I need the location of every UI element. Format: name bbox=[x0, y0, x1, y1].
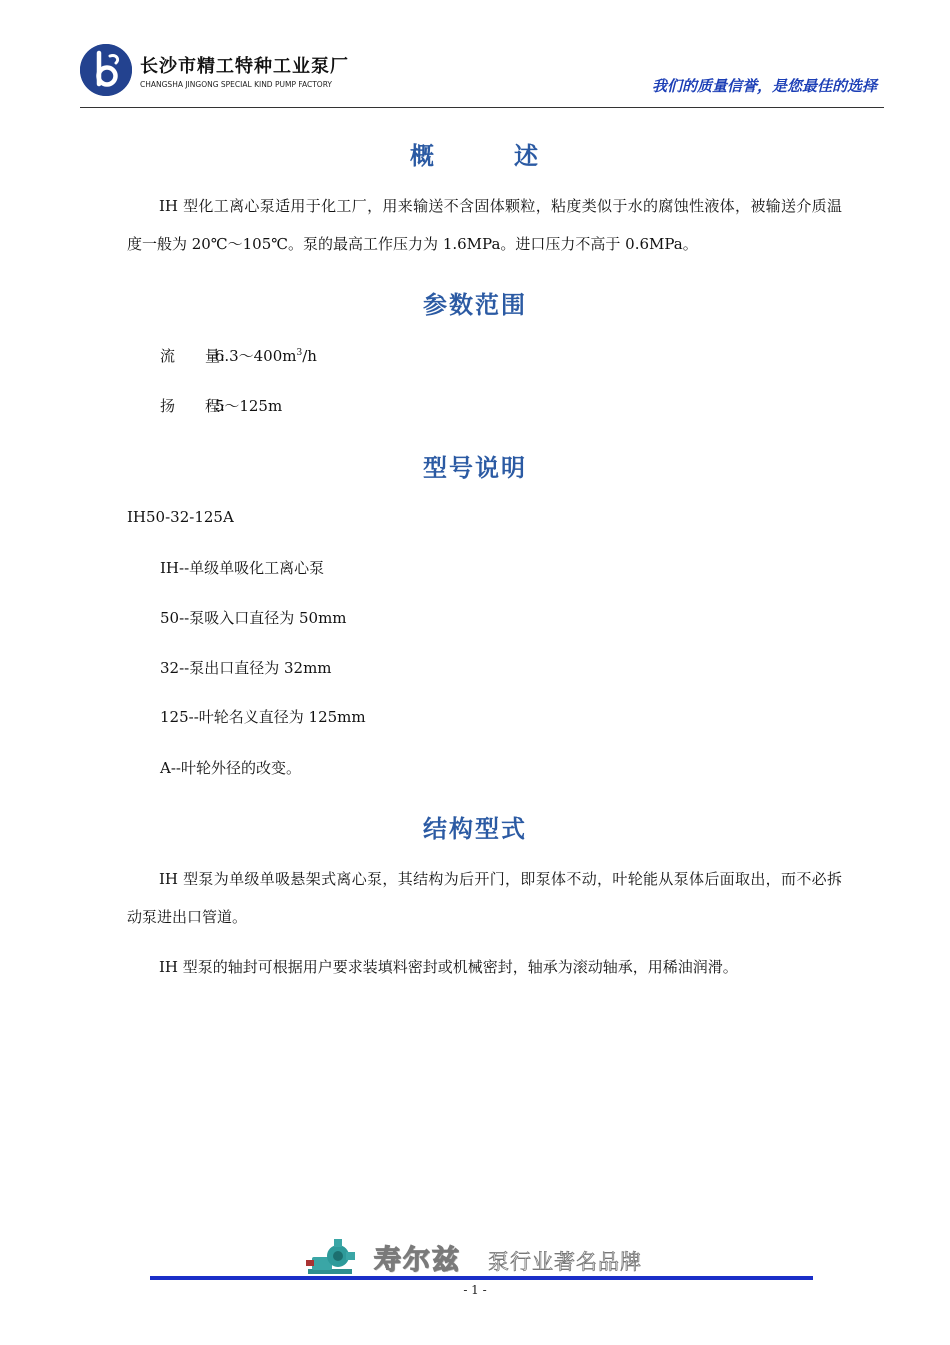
header-divider bbox=[80, 107, 884, 108]
overview-heading: 概 述 bbox=[410, 142, 540, 170]
head-value: 5～125m bbox=[214, 397, 283, 415]
model-item: A--叶轮外径的改变。 bbox=[160, 759, 301, 777]
flow-label: 流 量: bbox=[160, 347, 226, 365]
head-label: 扬 程: bbox=[160, 397, 226, 415]
page-number: - 1 - bbox=[463, 1283, 487, 1297]
structure-paragraph-2: IH 型泵的轴封可根据用户要求装填料密封或机械密封，轴承为滚动轴承，用稀油润滑。 bbox=[159, 958, 738, 976]
footer-brand: 寿尔兹 bbox=[374, 1245, 461, 1276]
company-name-en: CHANGSHA JINGONG SPECIAL KIND PUMP FACTORY bbox=[140, 80, 333, 89]
model-item: 125--叶轮名义直径为 125mm bbox=[160, 708, 366, 726]
footer-tagline: 泵行业著名品牌 bbox=[488, 1250, 642, 1274]
head-row bbox=[160, 395, 282, 416]
params-heading: 参数范围 bbox=[423, 291, 527, 319]
structure-heading: 结构型式 bbox=[423, 815, 527, 843]
model-item: 50--泵吸入口直径为 50mm bbox=[160, 609, 347, 627]
company-logo bbox=[80, 44, 132, 96]
logo-b-icon bbox=[80, 44, 132, 96]
structure-paragraph-1: IH 型泵为单级单吸悬架式离心泵，其结构为后开门，即泵体不动，叶轮能从泵体后面取出，而不必拆动泵进出口管道。 bbox=[127, 870, 842, 926]
company-name-cn: 长沙市精工特种工业泵厂 bbox=[140, 56, 349, 77]
model-item: 32--泵出口直径为 32mm bbox=[160, 659, 332, 677]
model-example: IH50-32-125A bbox=[127, 508, 234, 526]
flow-sup: 3 bbox=[296, 348, 303, 358]
flow-value: 6.3～400m bbox=[214, 347, 297, 365]
model-item: IH--单级单吸化工离心泵 bbox=[160, 559, 325, 577]
model-heading: 型号说明 bbox=[423, 454, 527, 482]
footer-divider bbox=[150, 1276, 813, 1280]
header-slogan: 我们的质量信誉，是您最佳的选择 bbox=[651, 77, 877, 95]
pump-icon bbox=[306, 1238, 356, 1278]
flow-row bbox=[160, 345, 317, 366]
flow-unit: /h bbox=[302, 347, 317, 365]
overview-paragraph: IH 型化工离心泵适用于化工厂，用来输送不含固体颗粒，粘度类似于水的腐蚀性液体，被输送介质温度一般为 20℃～105℃。泵的最高工作压力为 1.6MPa。进口压力不高于 0.6MPa。 bbox=[127, 197, 842, 253]
